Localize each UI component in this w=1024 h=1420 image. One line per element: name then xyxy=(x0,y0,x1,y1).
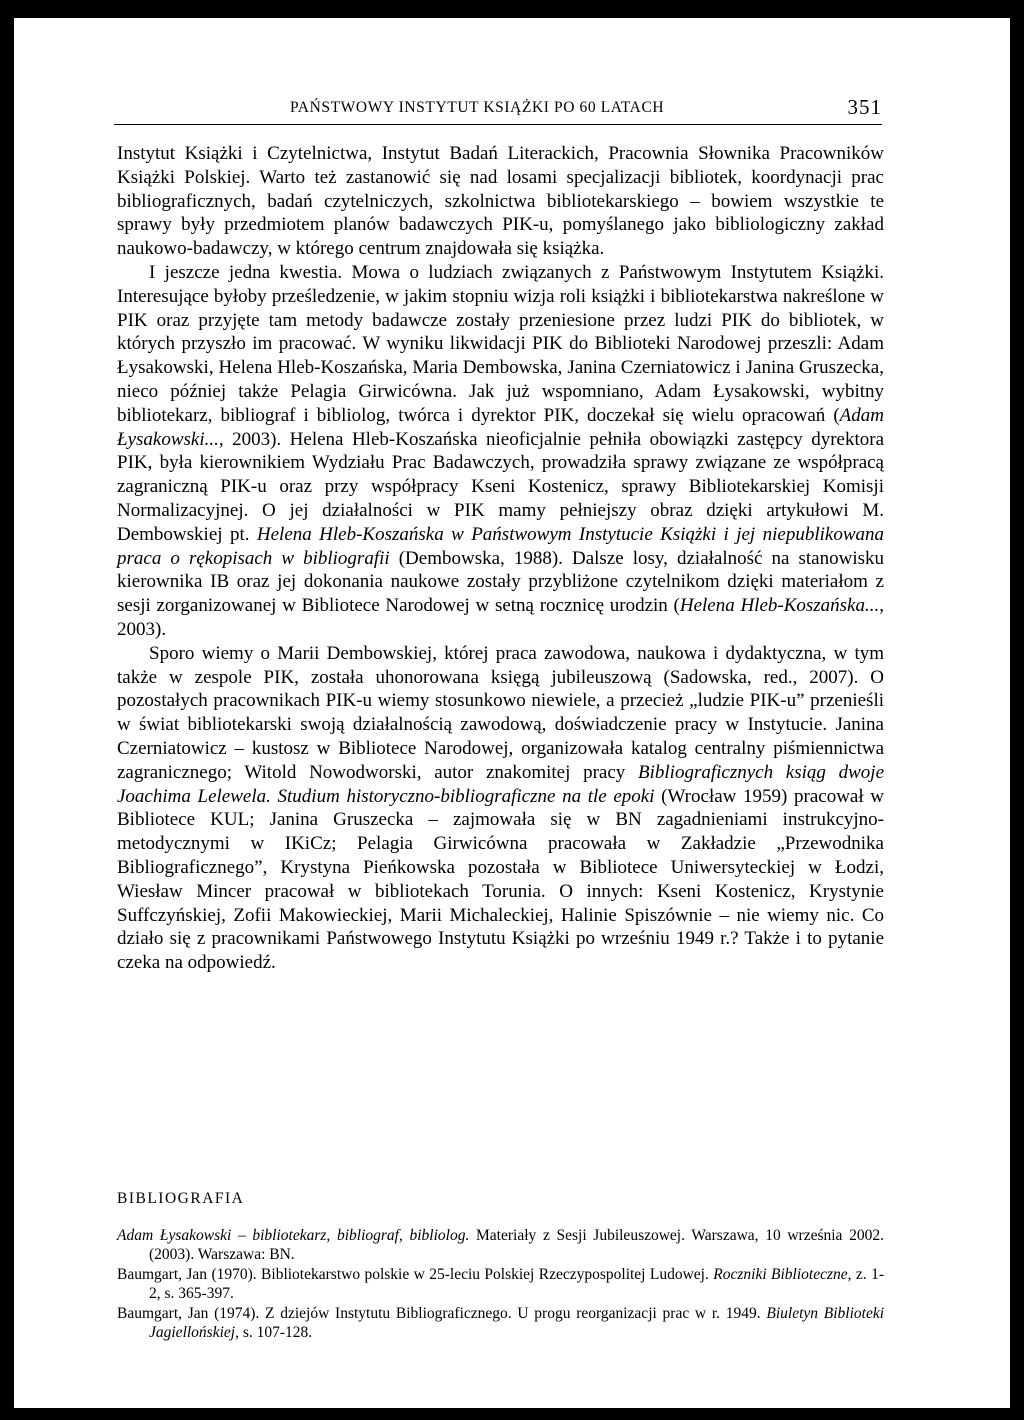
bibliography-entry xyxy=(117,1304,884,1343)
paragraph-2-text-a: I jeszcze jedna kwestia. Mowa o ludziach związanych z Państwowym Instytutem Książki. Interesujące byłoby prześledzenie, w jakim stopniu wizja roli książki i bibliotekarstwa nakreślone w PIK oraz przyjęte tam metody badawcze zostały przeniesione przez ludzi PIK do bibliotek, w których przyszło im pracować. W wyniku likwidacji PIK do Biblioteki Narodowej przeszli: Adam Łysakowski, Helena Hleb-Koszańska, Maria Dembowska, Janina Czerniatowicz i Janina Gruszecka, nieco później także Pelagia Girwicówna. Jak już wspomniano, Adam Łysakowski, wybitny bibliotekarz, bibliograf i bibliolog, twórca i dyrektor PIK, doczekał się wielu opracowań ( xyxy=(117,261,884,426)
paragraph-1 xyxy=(117,142,884,261)
paragraph-2-italic-3: Helena Hleb-Koszańska... xyxy=(679,595,880,617)
running-head-title: PAŃSTWOWY INSTYTUT KSIĄŻKI PO 60 LATACH xyxy=(290,99,665,116)
paragraph-1-text: Instytut Książki i Czytelnictwa, Instytut Badań Literackich, Pracownia Słownika Pracowników Książki Polskiej. Warto też zastanowić się nad losami specjalizacji bibliotek, koordynacji prac bibliograficznych, badań czytelniczych, szkolnictwa bibliotekarskiego – bowiem wszystkie te sprawy były przedmiotem planów badawczych PIK-u, pomyślanego jako bibliologiczny zakład naukowo-badawczy, w którego centrum znajdowała się książka. xyxy=(117,143,884,260)
bibliography-entry-details: Materiały z Sesji Jubileuszowej. Warszawa, 10 września 2002. (2003). Warszawa: BN. xyxy=(149,1227,884,1264)
header-rule xyxy=(114,124,882,125)
main-text xyxy=(117,142,884,975)
bibliography-entry-details: , z. 1-2, s. 365-397. xyxy=(149,1265,884,1303)
running-head xyxy=(290,96,882,120)
bibliography-entry-details: , s. 107-128. xyxy=(235,1324,313,1342)
paragraph-2-text-c: (Dembowska, 1988). Dalsze losy, działalność na stanowisku kierownika IB oraz jej dokonania naukowe zostały przybliżone czytelnikom dzięki materiałom z sesji zorganizowanej w Bibliotece Narodowej w setną rocznicę urodzin ( xyxy=(117,547,884,617)
paragraph-2-text-b: , 2003). Helena Hleb-Koszańska nieoficjalnie pełniła obowiązki zastępcy dyrektora PIK, była kierownikiem Wydziału Prac Badawczych, prowadziła sprawy związane ze współpracą zagraniczną PIK-u oraz przy współpracy Kseni Kostenicz, sprawy Bibliotekarskiej Komisji Normalizacyjnej. O jej działalności w PIK mamy pełniejszy obraz dzięki artykułowi M. Dembowskiej pt. xyxy=(117,428,884,545)
bibliography-list xyxy=(117,1226,884,1342)
paragraph-2-text-d: , 2003). xyxy=(117,595,884,640)
bibliography-entry-journal: Roczniki Biblioteczne xyxy=(713,1265,848,1283)
paragraph-3 xyxy=(117,642,884,975)
paragraph-3-text-a: Sporo wiemy o Marii Dembowskiej, której praca zawodowa, naukowa i dydaktyczna, w tym także w zespole PIK, została uhonorowana księgą jubileuszową (Sadowska, red., 2007). O pozostałych pracownikach PIK-u wiemy stosunkowo niewiele, a przecież „ludzie PIK-u” przenieśli w świat bibliotekarski swoją działalnością zawodową, doświadczenie pracy w Instytucie. Janina Czerniatowicz – kustosz w Bibliotece Narodowej, organizowała katalog centralny piśmiennictwa zagranicznego; Witold Nowodworski, autor znakomitej pracy xyxy=(117,642,884,783)
paragraph-3-italic-1: Bibliograficznych ksiąg dwoje Joachima Lelewela. Studium historyczno-bibliograficzne na tle epoki xyxy=(117,761,885,807)
bibliography-entry-lead: Baumgart, Jan (1970). Bibliotekarstwo polskie w 25-leciu Polskiej Rzeczypospolitej Ludowej. xyxy=(117,1265,714,1283)
bibliography-entry xyxy=(117,1226,884,1265)
book-page xyxy=(14,18,1010,1408)
paragraph-2-italic-2: Helena Hleb-Koszańska w Państwowym Instytucie Książki i jej niepublikowana praca o rękopisach w bibliografii xyxy=(117,523,884,569)
paragraph-2-italic-1: Adam Łysakowski... xyxy=(117,404,884,450)
bibliography-entry-journal: Biuletyn Biblioteki Jagiellońskiej xyxy=(149,1304,885,1342)
paragraph-3-text-b: (Wrocław 1959) pracował w Bibliotece KUL; Janina Gruszecka – zajmowała się w BN zagadnieniami instrukcyjno-metodycznymi w IKiCz; Pelagia Girwicówna pracowała w Zakładzie „Przewodnika Bibliograficznego”, Krystyna Pieńkowska pozostała w Bibliotece Uniwersyteckiej w Łodzi, Wiesław Mincer pracował w bibliotekach Torunia. O innych: Kseni Kostenicz, Krystynie Suffczyńskiej, Zofii Makowieckiej, Marii Michaleckiej, Halinie Spiszównie – nie wiemy nic. Co działo się z pracownikami Państwowego Instytutu Książki po wrześniu 1949 r.? Także i to pytanie czeka na odpowiedź. xyxy=(117,785,885,974)
bibliography-entry xyxy=(117,1265,884,1304)
bibliography-heading: BIBLIOGRAFIA xyxy=(117,1190,245,1207)
paragraph-2 xyxy=(117,261,884,642)
bibliography-entry-title: Adam Łysakowski – bibliotekarz, bibliograf, bibliolog. xyxy=(117,1227,470,1244)
page-number: 351 xyxy=(847,95,882,119)
bibliography-entry-lead: Baumgart, Jan (1974). Z dziejów Instytutu Bibliograficznego. U progu reorganizacji prac w r. 1949. xyxy=(117,1304,767,1322)
